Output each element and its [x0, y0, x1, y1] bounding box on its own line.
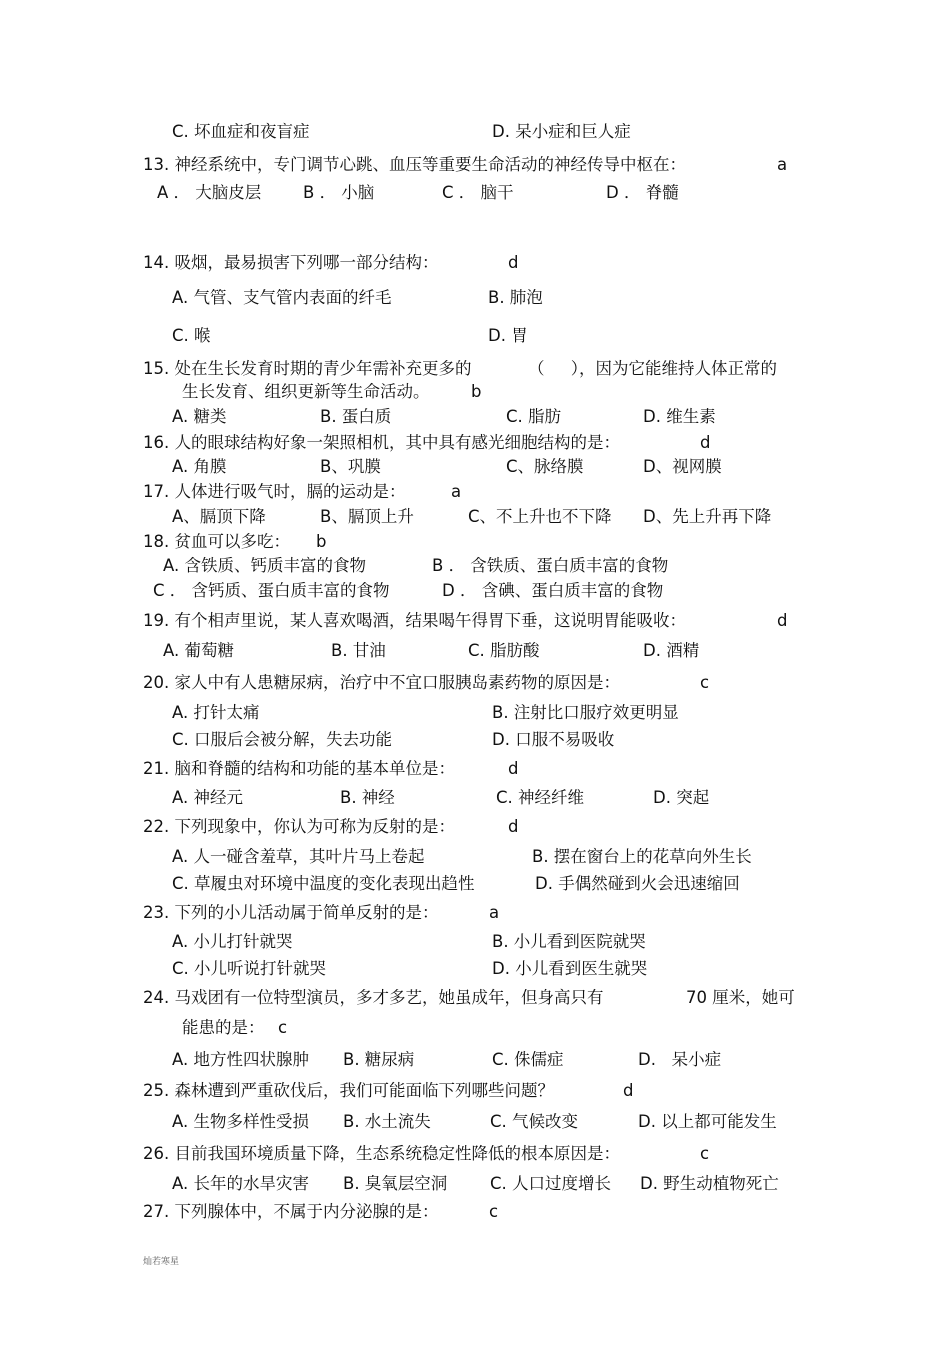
- option-text: D、先上升再下降: [643, 507, 772, 526]
- option-text: A. 含铁质、钙质丰富的食物: [163, 556, 366, 575]
- option-text: A ． 大脑皮层: [157, 183, 262, 202]
- question-text: 24. 马戏团有一位特型演员，多才多艺，她虽成年，但身高只有: [143, 988, 604, 1007]
- answer-key: d: [777, 611, 788, 630]
- answer-key: d: [508, 253, 519, 272]
- question-text: 25. 森林遭到严重砍伐后，我们可能面临下列哪些问题？: [143, 1081, 554, 1100]
- option-text: A. 生物多样性受损: [172, 1112, 309, 1131]
- option-text: B. 小儿看到医院就哭: [492, 932, 646, 951]
- answer-key: c: [278, 1018, 288, 1037]
- answer-key: a: [777, 155, 788, 174]
- question-text: 生长发育、组织更新等生命活动。: [182, 382, 430, 401]
- option-text: B. 神经: [340, 788, 395, 807]
- option-text: A. 气管、支气管内表面的纤毛: [172, 288, 392, 307]
- option-text: C. 脂肪: [506, 407, 562, 426]
- question-text: 21. 脑和脊髓的结构和功能的基本单位是：: [143, 759, 455, 778]
- option-text: B. 摆在窗台上的花草向外生长: [532, 847, 752, 866]
- answer-key: d: [508, 759, 519, 778]
- answer-key: b: [471, 382, 482, 401]
- option-text: C ． 脑干: [442, 183, 514, 202]
- option-text: D. 呆小症和巨人症: [492, 122, 631, 141]
- question-text: 18. 贫血可以多吃：: [143, 532, 290, 551]
- answer-key: c: [489, 1202, 499, 1221]
- option-text: B. 糖尿病: [343, 1050, 415, 1069]
- question-text: 14. 吸烟，最易损害下列哪一部分结构：: [143, 253, 439, 272]
- answer-key: c: [700, 1144, 710, 1163]
- question-text: （ ），因为它能维持人体正常的: [528, 359, 777, 378]
- option-text: C. 气候改变: [490, 1112, 579, 1131]
- page-footer: 灿若寒星: [143, 1257, 180, 1267]
- option-text: D. 突起: [653, 788, 710, 807]
- option-text: A. 角膜: [172, 457, 227, 476]
- option-text: C. 人口过度增长: [490, 1174, 612, 1193]
- answer-key: a: [489, 903, 500, 922]
- option-text: C. 喉: [172, 326, 211, 345]
- option-text: B. 蛋白质: [320, 407, 392, 426]
- question-text: 19. 有个相声里说，某人喜欢喝酒，结果喝午得胃下垂，这说明胃能吸收：: [143, 611, 686, 630]
- answer-key: d: [623, 1081, 634, 1100]
- question-text: 15. 处在生长发育时期的青少年需补充更多的: [143, 359, 472, 378]
- option-text: A. 地方性四状腺肿: [172, 1050, 309, 1069]
- option-text: B. 注射比口服疗效更明显: [492, 703, 679, 722]
- question-text: 16. 人的眼球结构好象一架照相机，其中具有感光细胞结构的是：: [143, 433, 620, 452]
- option-text: B ． 小脑: [303, 183, 375, 202]
- option-text: B、膈顶上升: [320, 507, 414, 526]
- option-text: C. 脂肪酸: [468, 641, 540, 660]
- question-text: 13. 神经系统中，专门调节心跳、血压等重要生命活动的神经传导中枢在：: [143, 155, 686, 174]
- question-text: 70 厘米，她可: [686, 988, 795, 1007]
- option-text: C. 侏儒症: [492, 1050, 564, 1069]
- question-text: 26. 目前我国环境质量下降，生态系统稳定性降低的根本原因是：: [143, 1144, 620, 1163]
- option-text: D. 手偶然碰到火会迅速缩回: [535, 874, 740, 893]
- option-text: D. 小儿看到医生就哭: [492, 959, 648, 978]
- option-text: D. 酒精: [643, 641, 700, 660]
- option-text: D. 呆小症: [638, 1050, 722, 1069]
- question-text: 23. 下列的小儿活动属于简单反射的是：: [143, 903, 439, 922]
- option-text: D ． 含碘、蛋白质丰富的食物: [442, 581, 664, 600]
- question-text: 17. 人体进行吸气时，膈的运动是：: [143, 482, 406, 501]
- option-text: D. 以上都可能发生: [638, 1112, 777, 1131]
- question-text: 27. 下列腺体中，不属于内分泌腺的是：: [143, 1202, 439, 1221]
- question-text: 能患的是：: [182, 1018, 265, 1037]
- question-text: 20. 家人中有人患糖尿病，治疗中不宜口服胰岛素药物的原因是：: [143, 673, 620, 692]
- answer-key: d: [700, 433, 711, 452]
- option-text: C. 草履虫对环境中温度的变化表现出趋性: [172, 874, 475, 893]
- option-text: D ． 脊髓: [606, 183, 679, 202]
- option-text: B. 甘油: [331, 641, 386, 660]
- option-text: C ． 含钙质、蛋白质丰富的食物: [153, 581, 390, 600]
- option-text: B. 水土流失: [343, 1112, 431, 1131]
- option-text: D、视网膜: [643, 457, 722, 476]
- option-text: A. 小儿打针就哭: [172, 932, 293, 951]
- option-text: C. 神经纤维: [496, 788, 585, 807]
- answer-key: d: [508, 817, 519, 836]
- option-text: B ． 含铁质、蛋白质丰富的食物: [432, 556, 669, 575]
- option-text: C. 小儿听说打针就哭: [172, 959, 327, 978]
- option-text: C. 口服后会被分解，失去功能: [172, 730, 393, 749]
- option-text: D. 胃: [488, 326, 528, 345]
- option-text: C、脉络膜: [506, 457, 584, 476]
- option-text: D. 口服不易吸收: [492, 730, 615, 749]
- option-text: A. 神经元: [172, 788, 243, 807]
- option-text: A、膈顶下降: [172, 507, 266, 526]
- option-text: D. 维生素: [643, 407, 716, 426]
- answer-key: a: [451, 482, 462, 501]
- option-text: A. 糖类: [172, 407, 227, 426]
- option-text: A. 人一碰含羞草，其叶片马上卷起: [172, 847, 425, 866]
- option-text: C、不上升也不下降: [468, 507, 612, 526]
- option-text: B. 臭氧层空洞: [343, 1174, 448, 1193]
- option-text: A. 长年的水旱灾害: [172, 1174, 309, 1193]
- option-text: A. 打针太痛: [172, 703, 260, 722]
- answer-key: b: [316, 532, 327, 551]
- option-text: D. 野生动植物死亡: [640, 1174, 779, 1193]
- question-text: 22. 下列现象中，你认为可称为反射的是：: [143, 817, 455, 836]
- option-text: B. 肺泡: [488, 288, 543, 307]
- option-text: B、巩膜: [320, 457, 381, 476]
- option-text: C. 坏血症和夜盲症: [172, 122, 310, 141]
- option-text: A. 葡萄糖: [163, 641, 234, 660]
- answer-key: c: [700, 673, 710, 692]
